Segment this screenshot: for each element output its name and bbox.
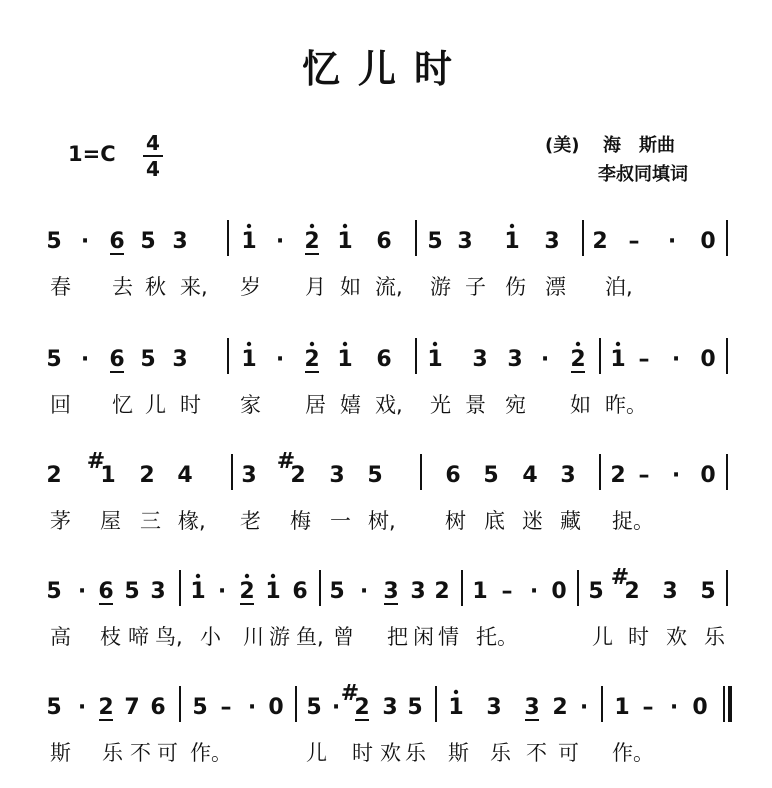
- octave-up-dot: [510, 224, 514, 228]
- note: 5: [46, 347, 62, 372]
- lyric: 川: [243, 625, 264, 649]
- octave-up-dot: [196, 574, 200, 578]
- note: 2: [98, 695, 114, 720]
- lyric: 嬉: [340, 393, 361, 417]
- composer-prefix: (美): [545, 135, 580, 156]
- lyric: 漂: [545, 275, 566, 299]
- lyric: 乐: [704, 625, 725, 649]
- note: 2: [46, 463, 62, 488]
- note: 2: [592, 229, 608, 254]
- dot-extension: ·: [77, 695, 87, 720]
- note: 2: [570, 347, 586, 372]
- note: 1: [190, 579, 206, 604]
- note: 3: [507, 347, 523, 372]
- lyric: 游: [430, 275, 451, 299]
- lyric: 流,: [375, 275, 403, 299]
- note: 3: [472, 347, 488, 372]
- note: 5: [329, 579, 345, 604]
- note: 5: [427, 229, 443, 254]
- dot-extension: ·: [80, 347, 90, 372]
- note: 5: [46, 579, 62, 604]
- note: 3: [241, 463, 257, 488]
- note: 5: [140, 229, 156, 254]
- note: 5: [140, 347, 156, 372]
- lyric: 来,: [180, 275, 208, 299]
- note: 3: [662, 579, 678, 604]
- note: 6: [292, 579, 308, 604]
- dash-extension: –: [642, 695, 654, 720]
- note: 1: [241, 347, 257, 372]
- lyric: 春: [50, 275, 71, 299]
- sharp-icon: #: [86, 449, 106, 474]
- lyric: 子: [465, 275, 486, 299]
- note: 5: [306, 695, 322, 720]
- dot-extension: ·: [77, 579, 87, 604]
- dot-extension: ·: [669, 695, 679, 720]
- note: 6: [150, 695, 166, 720]
- note: 1: [100, 463, 116, 488]
- lyric: 欢: [380, 741, 401, 765]
- note: 3: [382, 695, 398, 720]
- note: 5: [367, 463, 383, 488]
- note: 3: [524, 695, 540, 720]
- lyric: 啼: [128, 625, 149, 649]
- note: 6: [109, 347, 125, 372]
- octave-up-dot: [247, 224, 251, 228]
- lyric: 泊,: [605, 275, 633, 299]
- note: 2: [304, 347, 320, 372]
- note: 6: [98, 579, 114, 604]
- note: 1: [504, 229, 520, 254]
- dot-extension: ·: [217, 579, 227, 604]
- lyric: 秋: [145, 275, 166, 299]
- octave-up-dot: [247, 342, 251, 346]
- dash-extension: –: [501, 579, 513, 604]
- lyric: 居: [305, 393, 326, 417]
- lyric: 椽,: [178, 509, 206, 533]
- time-signature-bottom: 4: [146, 157, 160, 181]
- note: 2: [239, 579, 255, 604]
- lyric: 时: [352, 741, 373, 765]
- lyric: 如: [340, 275, 361, 299]
- note: 0: [700, 347, 716, 372]
- dash-extension: –: [638, 347, 650, 372]
- note: 0: [268, 695, 284, 720]
- octave-up-dot: [433, 342, 437, 346]
- lyric: 斯: [448, 741, 469, 765]
- note: 5: [124, 579, 140, 604]
- note: 3: [457, 229, 473, 254]
- dot-extension: ·: [579, 695, 589, 720]
- lyric: 三: [140, 509, 161, 533]
- lyric: 屋: [100, 509, 121, 533]
- page-title: 忆儿时: [301, 47, 470, 91]
- note: 1: [472, 579, 488, 604]
- lyric: 底: [484, 509, 505, 533]
- lyric: 小: [200, 625, 221, 649]
- dot-extension: ·: [247, 695, 257, 720]
- lyric: 高: [50, 625, 71, 649]
- note: 3: [150, 579, 166, 604]
- time-signature-top: 4: [146, 131, 160, 155]
- note: 3: [410, 579, 426, 604]
- lyric: 斯: [50, 741, 71, 765]
- dot-extension: ·: [80, 229, 90, 254]
- dot-extension: ·: [275, 229, 285, 254]
- dot-extension: ·: [275, 347, 285, 372]
- lyric: 一: [330, 509, 351, 533]
- lyric: 时: [628, 625, 649, 649]
- lyric: 景: [465, 393, 486, 417]
- lyric: 把: [387, 625, 408, 649]
- lyric: 儿: [592, 625, 613, 649]
- composer-credit: 海 斯曲: [603, 135, 675, 156]
- lyric: 树: [445, 509, 466, 533]
- note: 3: [329, 463, 345, 488]
- lyric: 去: [112, 275, 133, 299]
- lyric: 鱼,: [296, 625, 324, 649]
- lyric: 茅: [50, 509, 71, 533]
- lyric: 老: [240, 509, 261, 533]
- note: 2: [304, 229, 320, 254]
- lyricist-credit: 李叔同填词: [598, 164, 688, 185]
- note: 2: [290, 463, 306, 488]
- octave-up-dot: [454, 690, 458, 694]
- lyric: 游: [269, 625, 290, 649]
- note: 1: [448, 695, 464, 720]
- note: 5: [46, 695, 62, 720]
- lyric: 可: [558, 741, 579, 765]
- note: 5: [588, 579, 604, 604]
- note: 0: [700, 463, 716, 488]
- lyric: 乐: [102, 741, 123, 765]
- lyric: 鸟,: [155, 625, 183, 649]
- note: 2: [624, 579, 640, 604]
- note: 3: [172, 229, 188, 254]
- note: 0: [692, 695, 708, 720]
- lyric: 家: [240, 393, 261, 417]
- note: 1: [614, 695, 630, 720]
- octave-up-dot: [576, 342, 580, 346]
- lyric: 闲: [413, 625, 434, 649]
- note: 1: [241, 229, 257, 254]
- note: 3: [560, 463, 576, 488]
- note: 5: [46, 229, 62, 254]
- sharp-icon: #: [276, 449, 296, 474]
- lyric: 作。: [190, 741, 232, 765]
- octave-up-dot: [245, 574, 249, 578]
- note: 6: [376, 229, 392, 254]
- note: 2: [139, 463, 155, 488]
- octave-up-dot: [343, 342, 347, 346]
- sharp-icon: #: [610, 565, 630, 590]
- lyric: 迷: [522, 509, 543, 533]
- octave-up-dot: [343, 224, 347, 228]
- note: 2: [552, 695, 568, 720]
- dot-extension: ·: [667, 229, 677, 254]
- lyric: 不: [130, 741, 151, 765]
- lyric: 戏,: [375, 393, 403, 417]
- lyric: 枝: [100, 625, 121, 649]
- note: 5: [407, 695, 423, 720]
- lyric: 乐: [405, 741, 426, 765]
- note: 3: [486, 695, 502, 720]
- note: 5: [192, 695, 208, 720]
- note: 0: [551, 579, 567, 604]
- dot-extension: ·: [540, 347, 550, 372]
- octave-up-dot: [310, 342, 314, 346]
- dash-extension: –: [220, 695, 232, 720]
- note: 6: [109, 229, 125, 254]
- note: 4: [522, 463, 538, 488]
- note: 7: [124, 695, 140, 720]
- octave-up-dot: [310, 224, 314, 228]
- dot-extension: ·: [671, 463, 681, 488]
- lyric: 儿: [306, 741, 327, 765]
- note: 0: [700, 229, 716, 254]
- octave-up-dot: [271, 574, 275, 578]
- lyric: 昨。: [605, 393, 647, 417]
- note: 6: [445, 463, 461, 488]
- note: 2: [434, 579, 450, 604]
- lyric: 伤: [505, 275, 526, 299]
- lyric: 儿: [145, 393, 166, 417]
- dash-extension: –: [638, 463, 650, 488]
- note: 1: [265, 579, 281, 604]
- lyric: 回: [50, 393, 71, 417]
- sharp-icon: #: [340, 681, 360, 706]
- note: 3: [172, 347, 188, 372]
- lyric: 树,: [368, 509, 396, 533]
- note: 3: [544, 229, 560, 254]
- note: 6: [376, 347, 392, 372]
- lyric: 欢: [666, 625, 687, 649]
- lyric: 光: [430, 393, 451, 417]
- note: 1: [610, 347, 626, 372]
- note: 2: [354, 695, 370, 720]
- note: 5: [483, 463, 499, 488]
- dash-extension: –: [628, 229, 640, 254]
- lyric: 忆: [112, 393, 133, 417]
- lyric: 捉。: [612, 509, 654, 533]
- note: 5: [700, 579, 716, 604]
- lyric: 岁: [240, 275, 261, 299]
- lyric: 梅: [290, 509, 311, 533]
- lyric: 托。: [476, 625, 518, 649]
- lyric: 乐: [490, 741, 511, 765]
- lyric: 可: [157, 741, 178, 765]
- lyric: 时: [180, 393, 201, 417]
- note: 1: [337, 347, 353, 372]
- key-signature: 1=C: [68, 142, 116, 166]
- lyric: 宛: [505, 393, 526, 417]
- note: 1: [427, 347, 443, 372]
- lyric: 作。: [612, 741, 654, 765]
- note: 1: [337, 229, 353, 254]
- lyric: 情: [438, 625, 459, 649]
- note: 4: [177, 463, 193, 488]
- lyric: 月: [305, 275, 326, 299]
- lyric: 不: [526, 741, 547, 765]
- lyric: 曾: [333, 625, 354, 649]
- note: 2: [610, 463, 626, 488]
- dot-extension: ·: [529, 579, 539, 604]
- dot-extension: ·: [359, 579, 369, 604]
- lyric: 如: [570, 393, 591, 417]
- note: 3: [383, 579, 399, 604]
- octave-up-dot: [616, 342, 620, 346]
- lyric: 藏: [560, 509, 581, 533]
- dot-extension: ·: [671, 347, 681, 372]
- dot-extension: ·: [331, 695, 341, 720]
